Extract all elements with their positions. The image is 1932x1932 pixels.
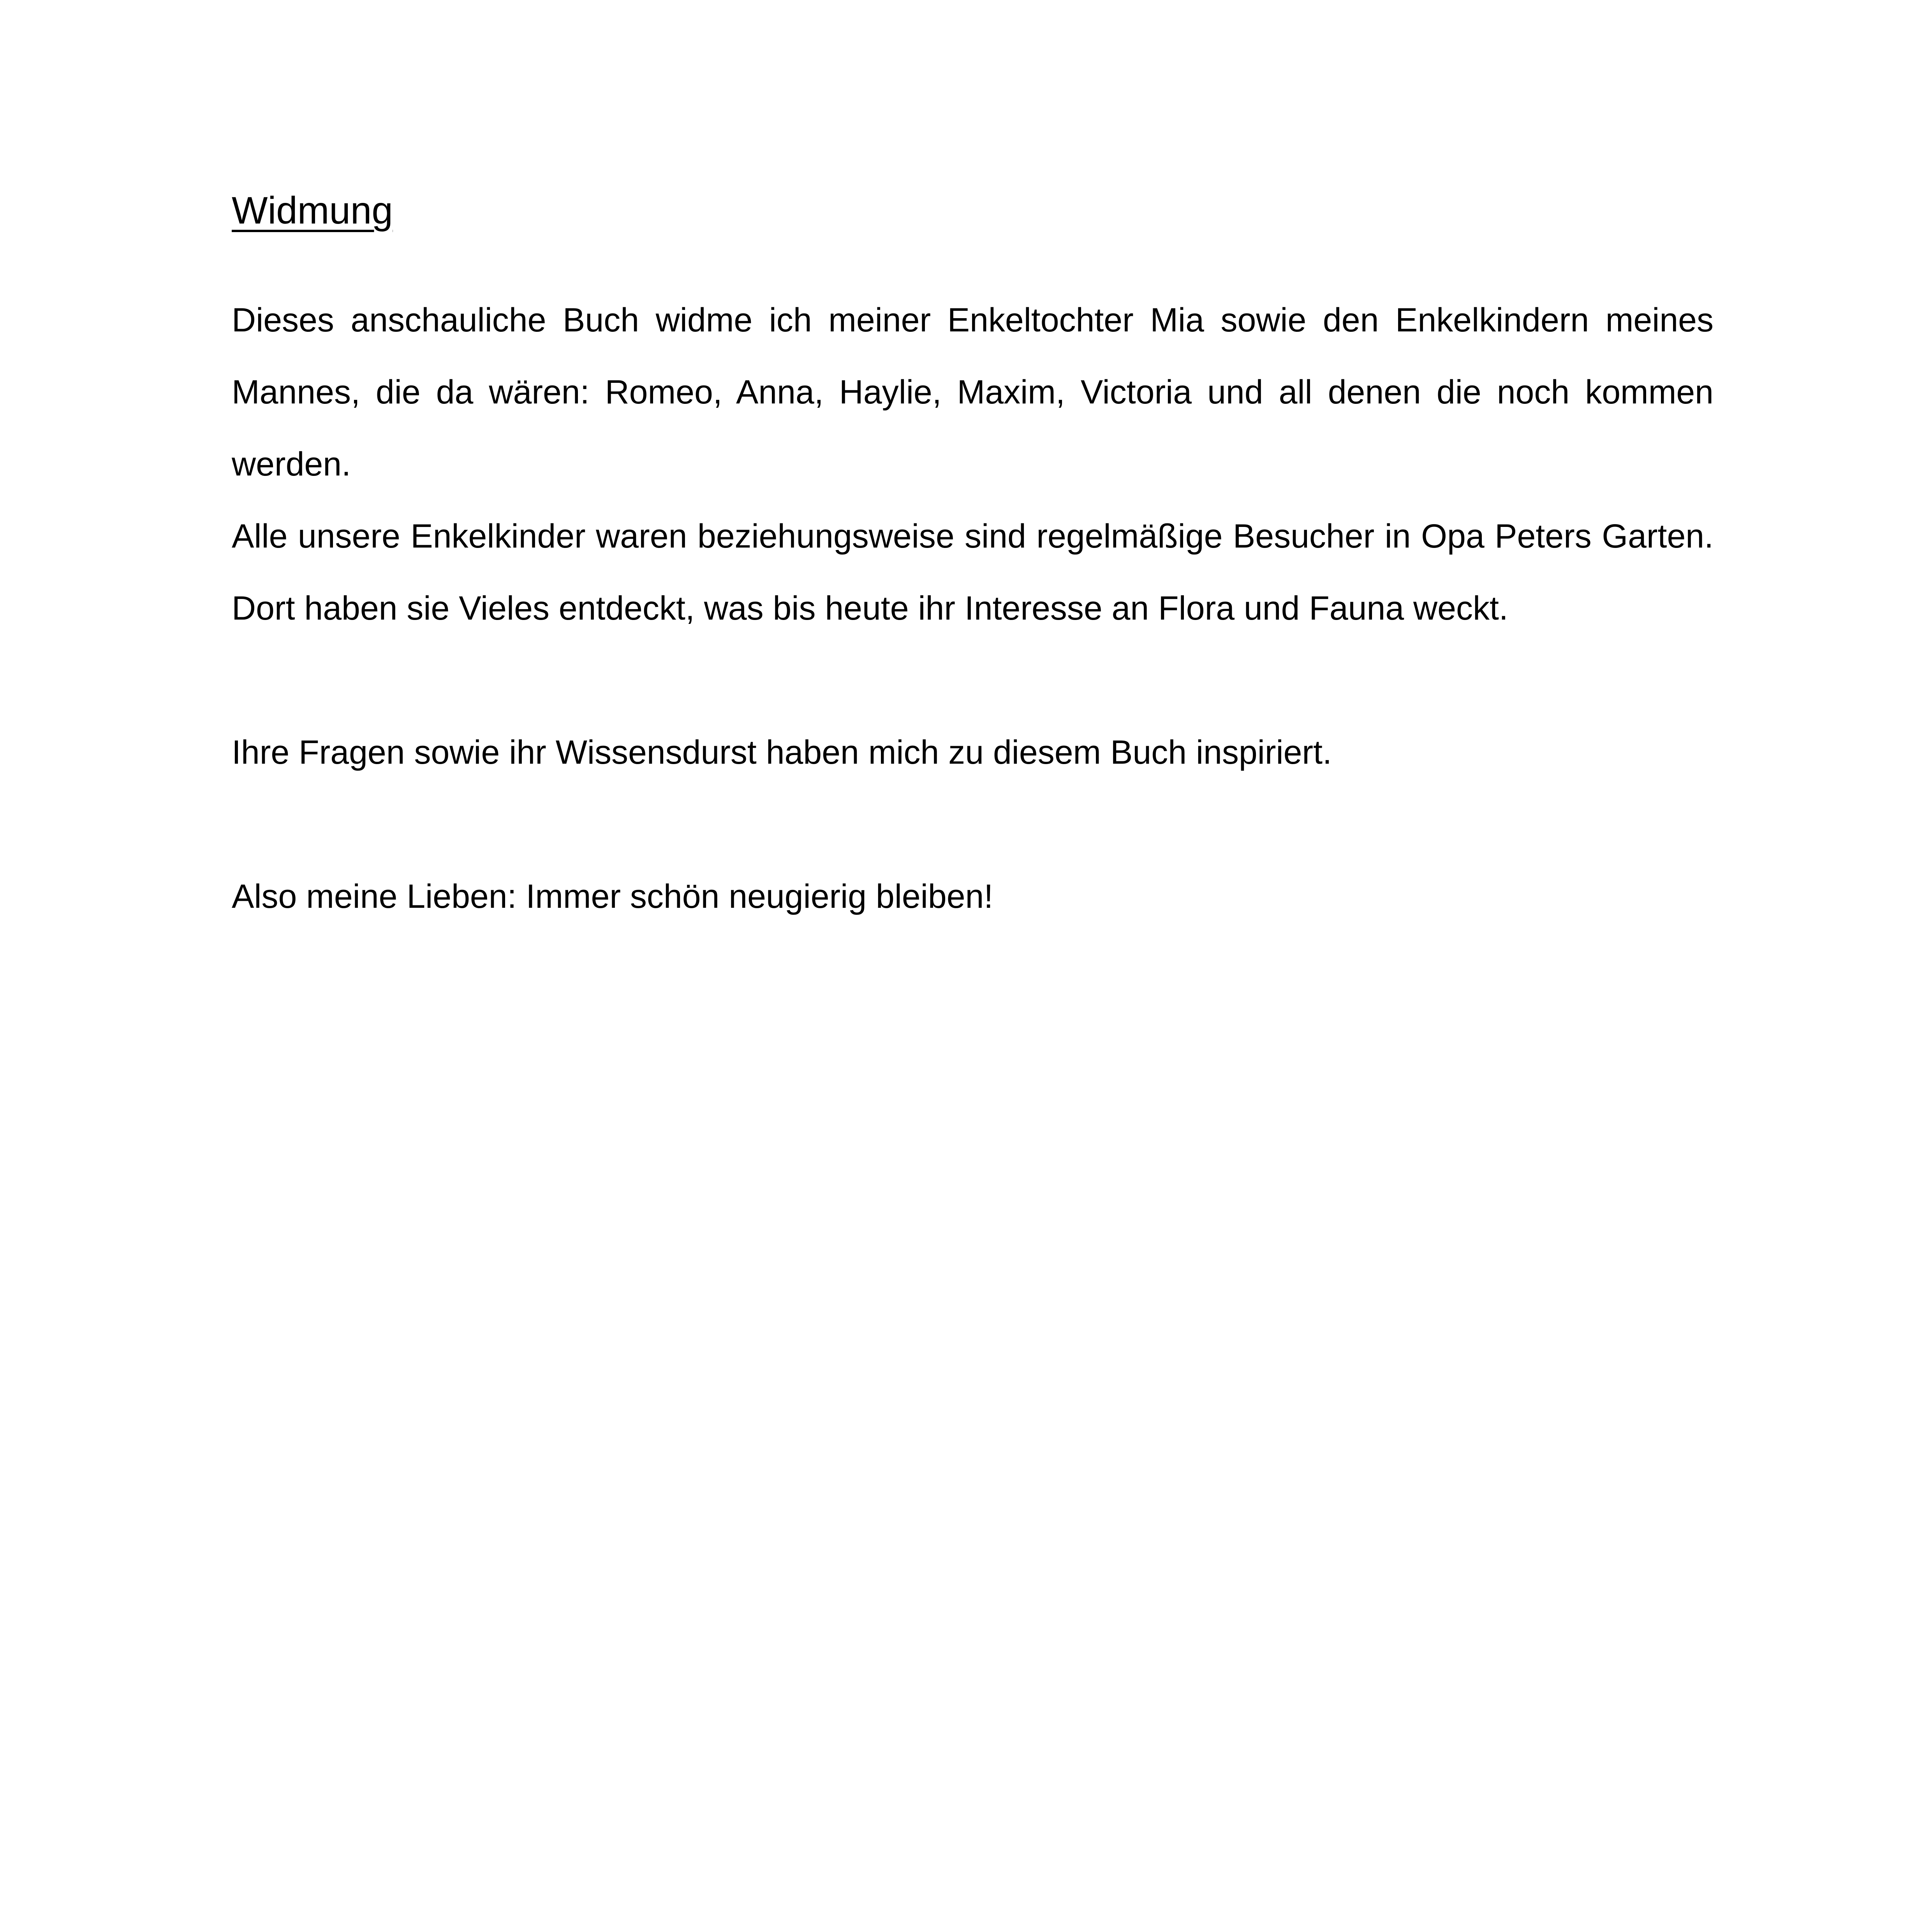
dedication-section xyxy=(232,183,1714,933)
paragraph-garden: Alle unsere Enkelkinder waren beziehungsweise sind regelmäßige Besucher in Opa Peters Garten. Dort haben sie Vieles entdeckt, was bis heute ihr Interesse an Flora und Fauna weckt. xyxy=(232,518,1714,627)
paragraph-closing: Also meine Lieben: Immer schön neugierig bleiben! xyxy=(232,878,993,915)
paragraph-inspiration: Ihre Fragen sowie ihr Wissensdurst haben mich zu diesem Buch inspiriert. xyxy=(232,734,1332,771)
paragraph-dedication: Dieses anschauliche Buch widme ich meiner Enkeltochter Mia sowie den Enkelkindern meines Mannes, die da wären: Romeo, Anna, Haylie, Maxim, Victoria und all denen die noch kommen werden. xyxy=(232,301,1714,483)
page-title: Widmung xyxy=(232,189,393,232)
